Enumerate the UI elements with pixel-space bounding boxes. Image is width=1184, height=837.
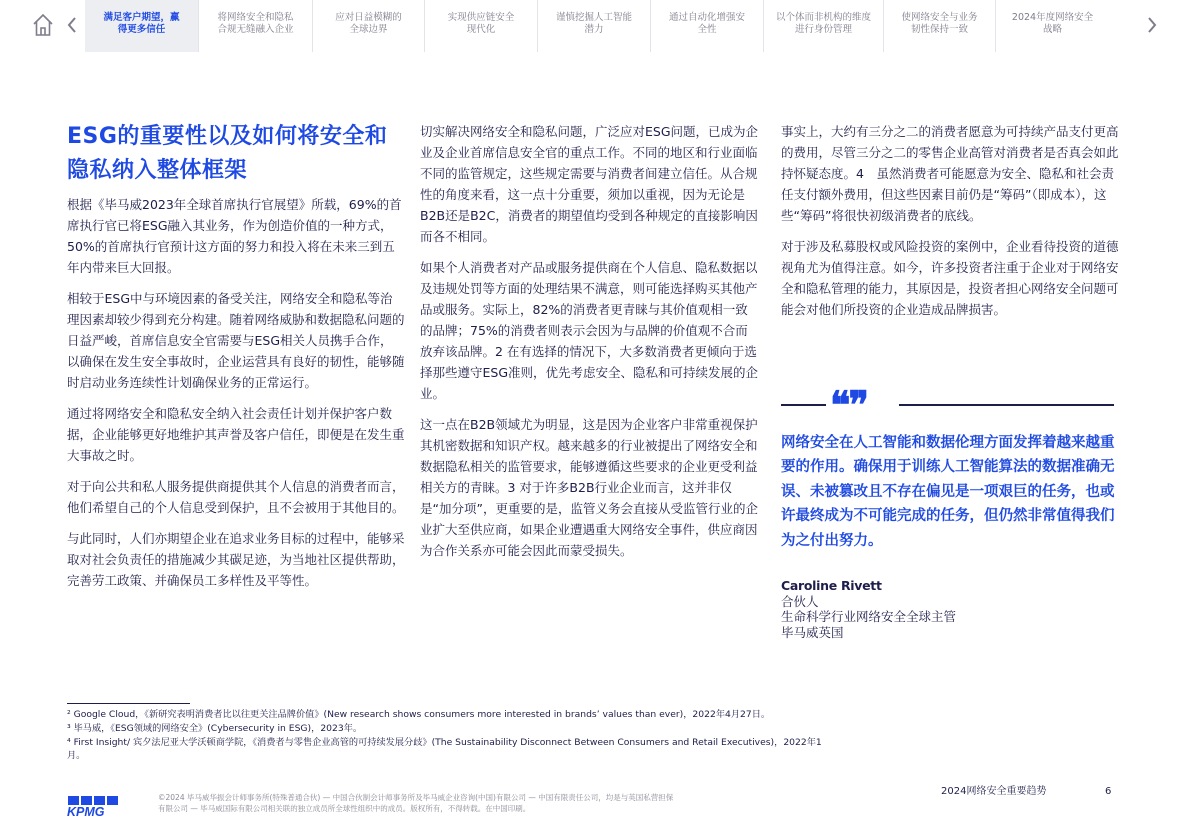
paragraph: 通过将网络安全和隐私安全纳入社会责任计划并保护客户数据，企业能够更好地维护其声誉及客户信任，即便是在发生重大事故之时。 — [67, 406, 405, 463]
page-number: 6 — [1105, 786, 1112, 797]
column-1 — [67, 120, 405, 601]
footnote: ⁴ First Insight/ 宾夕法尼亚大学沃顿商学院，《消费者与零售企业高管的可持续发展分歧》(The Sustainability Disconnect Between Consumers and Retail Executives)，2022年1月。 — [67, 736, 822, 762]
quote-attribution — [781, 578, 1081, 640]
chevron-left-icon[interactable] — [66, 15, 78, 35]
paragraph: 如果个人消费者对产品或服务提供商在个人信息、隐私数据以及违规处罚等方面的处理结果不满意，则可能选择购买其他产品或服务。实际上，82%的消费者更青睐与其价值观相一致的品牌；75%的消费者则表示会因为与品牌的价值观不合而放弃该品牌。2 在有选择的情况下，大多数消费者更倾向于选择那些遵守ESG准则，优先考虑安全、隐私和可持续发展的企业。 — [420, 260, 759, 401]
paragraph: 事实上，大约有三分之二的消费者愿意为可持续产品支付更高的费用，尽管三分之二的零售企业高管对消费者是否真会如此持怀疑态度。4 虽然消费者可能愿意为安全、隐私和社会责任支付额外费用，但这些因素目前仍是“筹码”（即成本），这些“筹码”将很快初级消费者的底线。 — [781, 124, 1119, 223]
quote-author-title: 生命科学行业网络安全全球主管 — [781, 609, 957, 624]
quote-rule-right — [899, 404, 1114, 406]
tab-global-borders[interactable]: 应对日益模糊的 全球边界 — [313, 0, 425, 52]
footnotes — [67, 708, 827, 763]
kpmg-logo-text: KPMG — [67, 805, 105, 817]
tab-resilience[interactable]: 使网络安全与业务 韧性保持一致 — [884, 0, 996, 52]
tab-customer-trust[interactable]: 满足客户期望，赢 得更多信任 — [85, 0, 199, 52]
pull-quote: 网络安全在人工智能和数据伦理方面发挥着越来越重要的作用。确保用于训练人工智能算法的数据准确无误、未被篡改且不存在偏见是一项艰巨的任务，也或许最终成为不可能完成的任务，但仍然非常值得我们为之付出努力。 — [781, 435, 1115, 549]
quote-rule-left — [781, 404, 826, 406]
section-heading: ESG的重要性以及如何将安全和隐私纳入整体框架 — [67, 124, 388, 183]
section-tabs — [85, 0, 1109, 52]
tab-automation[interactable]: 通过自动化增强安 全性 — [651, 0, 764, 52]
quote-author: Caroline Rivett — [781, 578, 882, 593]
footnote: ² Google Cloud，《新研究表明消费者比以往更关注品牌价值》(New research shows consumers more interested in brands’ values than ever)，2022年4月27日。 — [67, 709, 771, 720]
quote-author-role: 合伙人 — [781, 593, 819, 609]
tab-ai[interactable]: 谨慎挖掘人工智能 潜力 — [538, 0, 651, 52]
paragraph: 这一点在B2B领域尤为明显，这是因为企业客户非常重视保护其机密数据和知识产权。越来越多的行业被提出了网络安全和数据隐私相关的监管要求，能够遵循这些要求的企业更受利益相关方的青睐。3 对于许多B2B行业企业而言，这并非仅是“加分项”，更重要的是，监管义务会直接从受监管行业的企业扩大至供应商，如果企业遭遇重大网络安全事件，供应商因为合作关系亦可能会因此而蒙受损失。 — [420, 417, 758, 558]
footnote: ³ 毕马威，《ESG领域的网络安全》(Cybersecurity in ESG)，2023年。 — [67, 722, 363, 734]
column-2 — [420, 121, 760, 571]
paragraph: 根据《毕马威2023年全球首席执行官展望》所载，69%的首席执行官已将ESG融入其业务，作为创造价值的一种方式，50%的首席执行官预计这方面的努力和投入将在未来三到五年内带来巨大回报。 — [67, 197, 402, 275]
footer-title: 2024网络安全重要趋势 — [941, 786, 1047, 797]
top-navigation — [0, 0, 1184, 52]
tab-supply-chain[interactable]: 实现供应链安全 现代化 — [425, 0, 538, 52]
paragraph: 相较于ESG中与环境因素的备受关注，网络安全和隐私等治理因素却较少得到充分构建。随着网络威胁和数据隐私问题的日益严峻，首席信息安全官需要与ESG相关人员携手合作，以确保在发生安全事故时，企业运营具有良好的韧性，能够随时启动业务连续性计划确保业务的正常运行。 — [67, 291, 405, 390]
paragraph: 与此同时，人们亦期望企业在追求业务目标的过程中，能够采取对社会负责任的措施减少其碳足迹，为当地社区提供帮助，完善劳工政策、并确保员工多样性及平等性。 — [67, 531, 405, 588]
paragraph: 切实解决网络安全和隐私问题，广泛应对ESG问题，已成为企业及企业首席信息安全官的重点工作。不同的地区和行业面临不同的监管规定，这些规定需要与消费者间建立信任。从合规性的角度来看，这一点十分重要，须加以重视，因为无论是B2B还是B2C，消费者的期望值均受到各种规定的直接影响因而各不相同。 — [420, 124, 759, 244]
home-icon[interactable] — [32, 13, 54, 37]
column-3 — [781, 121, 1121, 330]
tab-compliance[interactable]: 将网络安全和隐私 合规无缝融入企业 — [199, 0, 313, 52]
kpmg-logo — [67, 795, 121, 817]
quote-author-org: 毕马威英国 — [781, 624, 844, 640]
tab-strategy[interactable]: 2024年度网络安全 战略 — [1011, 12, 1094, 35]
quotation-marks-icon: ❝❞ — [830, 382, 867, 427]
paragraph: 对于向公共和私人服务提供商提供其个人信息的消费者而言，他们希望自己的个人信息受到保护，且不会被用于其他目的。 — [67, 479, 405, 515]
copyright-notice: ©2024 毕马威华振会计师事务所(特殊普通合伙) — 中国合伙制会计师事务所及毕马威企业咨询(中国)有限公司 — 中国有限责任公司，均是与英国私营担保有限公司 — 毕马威国际有限公司相关联的独立成员所全球性组织中的成员。版权所有，不得转载。在中国印刷。 — [158, 793, 674, 813]
chevron-right-icon[interactable] — [1146, 15, 1158, 35]
quote-marks — [781, 382, 1114, 427]
paragraph: 对于涉及私募股权或风险投资的案例中，企业看待投资的道德视角尤为值得注意。如今，许多投资者注重于企业对于网络安全和隐私管理的能力，其原因是，投资者担心网络安全问题可能会对他们所投资的企业造成品牌损害。 — [781, 239, 1119, 317]
tab-identity[interactable]: 以个体而非机构的维度 进行身份管理 — [764, 0, 884, 52]
footnote-divider — [67, 703, 190, 704]
